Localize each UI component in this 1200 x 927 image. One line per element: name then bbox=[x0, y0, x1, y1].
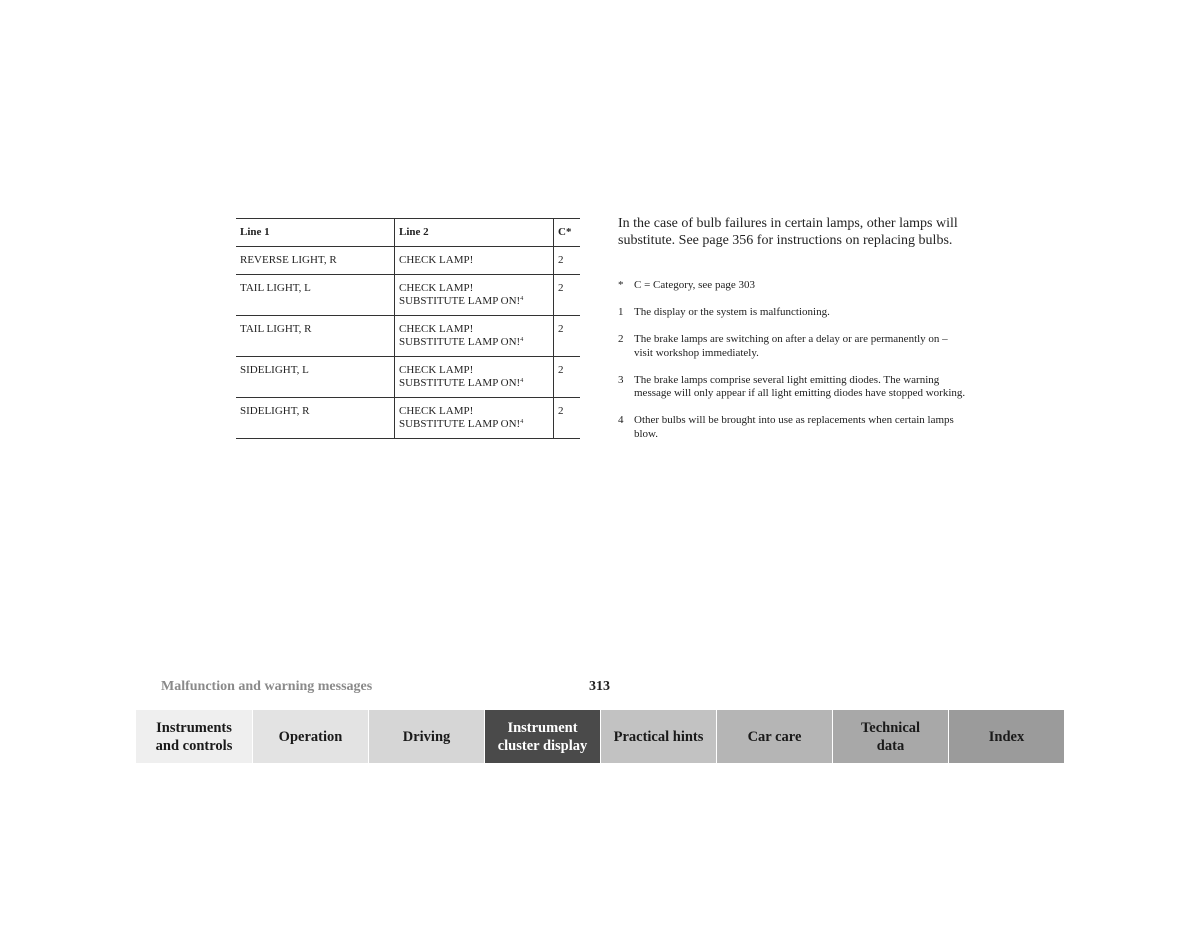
footnote-item bbox=[618, 414, 968, 441]
footnote-marker: 3 bbox=[618, 373, 624, 386]
cell-line2-text: CHECK LAMP! bbox=[399, 323, 474, 335]
tab-label: Car care bbox=[747, 728, 802, 745]
substitute-lamp-text: SUBSTITUTE LAMP ON! bbox=[399, 417, 521, 430]
tab-instrument-cluster-display[interactable] bbox=[485, 710, 601, 763]
tab-label: Technical data bbox=[860, 719, 921, 754]
table-row bbox=[236, 275, 580, 316]
cell-line1: SIDELIGHT, L bbox=[236, 357, 395, 398]
cell-line2 bbox=[395, 357, 554, 398]
cell-line1: TAIL LIGHT, R bbox=[236, 316, 395, 357]
footnote-text: C = Category, see page 303 bbox=[634, 279, 755, 291]
table-body bbox=[236, 247, 580, 439]
substitute-lamp-text: SUBSTITUTE LAMP ON! bbox=[399, 376, 521, 389]
intro-paragraph: In the case of bulb failures in certain lamps, other lamps will substitute. See page 356 for instructions on replacing bulbs. bbox=[618, 216, 958, 248]
cell-line2-subtext bbox=[399, 295, 549, 308]
footnote-marker: * bbox=[618, 279, 624, 291]
footnote-ref: 4 bbox=[520, 418, 524, 425]
footnote-text: The display or the system is malfunctioning. bbox=[634, 306, 830, 318]
cell-line2-text: CHECK LAMP! bbox=[399, 254, 474, 266]
table-row bbox=[236, 247, 580, 275]
footnote-marker: 4 bbox=[618, 414, 624, 426]
footnote-item bbox=[618, 374, 968, 401]
tab-car-care[interactable] bbox=[717, 710, 833, 763]
tab-label: Instrument cluster display bbox=[497, 719, 588, 754]
footnote-marker: 1 bbox=[618, 306, 624, 318]
tab-practical-hints[interactable] bbox=[601, 710, 717, 763]
cell-category: 2 bbox=[554, 247, 581, 275]
substitute-lamp-text: SUBSTITUTE LAMP ON! bbox=[399, 335, 521, 348]
tab-index[interactable] bbox=[949, 710, 1065, 763]
footnote-text: Other bulbs will be brought into use as replacements when certain lamps blow. bbox=[634, 414, 954, 440]
cell-line2-text: CHECK LAMP! bbox=[399, 405, 474, 417]
footnote-ref: 4 bbox=[520, 377, 524, 384]
cell-line1: REVERSE LIGHT, R bbox=[236, 247, 395, 275]
tab-label: Index bbox=[988, 728, 1025, 745]
tab-label: Instruments and controls bbox=[155, 719, 233, 754]
tab-label: Driving bbox=[402, 728, 451, 745]
cell-line2-subtext bbox=[399, 377, 549, 390]
cell-line1: SIDELIGHT, R bbox=[236, 398, 395, 439]
footnote-item bbox=[618, 279, 968, 293]
cell-line2-subtext bbox=[399, 418, 549, 431]
tab-technical-data[interactable] bbox=[833, 710, 949, 763]
cell-line2 bbox=[395, 398, 554, 439]
table-row bbox=[236, 357, 580, 398]
column-header-line1: Line 1 bbox=[236, 219, 395, 247]
tab-driving[interactable] bbox=[369, 710, 485, 763]
chapter-tab-bar bbox=[136, 710, 1065, 763]
cell-line1: TAIL LIGHT, L bbox=[236, 275, 395, 316]
table-header-row bbox=[236, 219, 580, 247]
footnote-text: The brake lamps comprise several light emitting diodes. The warning message will only appear if all light emitting diodes have stopped working. bbox=[634, 373, 966, 399]
tab-operation[interactable] bbox=[253, 710, 369, 763]
warning-message-table bbox=[236, 218, 580, 439]
footnote-marker: 2 bbox=[618, 333, 624, 345]
column-header-line2: Line 2 bbox=[395, 219, 554, 247]
cell-line2-text: CHECK LAMP! bbox=[399, 282, 474, 294]
footnote-ref: 4 bbox=[520, 336, 524, 343]
footnote-text: The brake lamps are switching on after a delay or are permanently on – visit workshop immediately. bbox=[634, 333, 948, 359]
cell-category: 2 bbox=[554, 398, 581, 439]
tab-label: Practical hints bbox=[613, 728, 704, 745]
cell-line2-text: CHECK LAMP! bbox=[399, 364, 474, 376]
cell-line2 bbox=[395, 275, 554, 316]
table-row bbox=[236, 398, 580, 439]
footnote-item bbox=[618, 306, 968, 320]
tab-label: Operation bbox=[278, 728, 343, 745]
table-row bbox=[236, 316, 580, 357]
footnote-ref: 4 bbox=[520, 295, 524, 302]
footnotes-list bbox=[618, 279, 968, 455]
footnote-item bbox=[618, 333, 968, 360]
cell-line2-subtext bbox=[399, 336, 549, 349]
cell-line2 bbox=[395, 247, 554, 275]
column-header-category: C* bbox=[554, 219, 581, 247]
page-number: 313 bbox=[589, 679, 610, 694]
section-title: Malfunction and warning messages bbox=[161, 679, 373, 694]
cell-category: 2 bbox=[554, 275, 581, 316]
cell-category: 2 bbox=[554, 316, 581, 357]
substitute-lamp-text: SUBSTITUTE LAMP ON! bbox=[399, 294, 521, 307]
cell-line2 bbox=[395, 316, 554, 357]
cell-category: 2 bbox=[554, 357, 581, 398]
tab-instruments-and-controls[interactable] bbox=[136, 710, 253, 763]
